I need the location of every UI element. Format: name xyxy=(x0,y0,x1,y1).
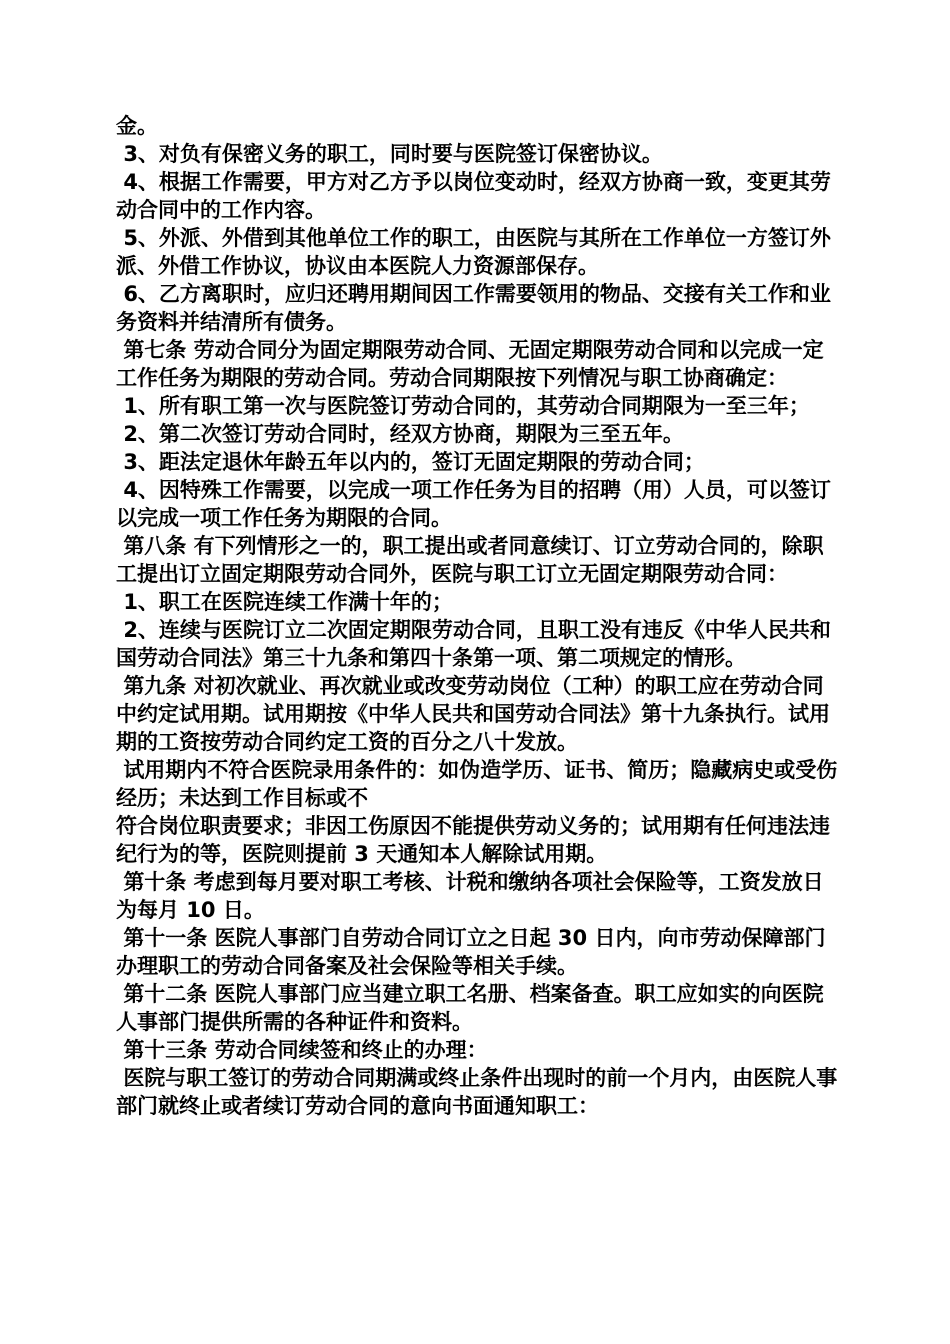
paragraph: 4、根据工作需要，甲方对乙方予以岗位变动时，经双方协商一致，变更其劳动合同中的工作内容。 xyxy=(116,170,831,222)
document-body xyxy=(116,112,838,1120)
paragraph: 1、职工在医院连续工作满十年的； xyxy=(116,590,453,614)
paragraph: 3、对负有保密义务的职工，同时要与医院签订保密协议。 xyxy=(116,142,663,166)
article-nine: 第九条 对初次就业、再次就业或改变劳动岗位（工种）的职工应在劳动合同中约定试用期。试用期按《中华人民共和国劳动合同法》第十九条执行。试用期的工资按劳动合同约定工资的百分之八十发放。 xyxy=(116,674,830,754)
paragraph: 6、乙方离职时，应归还聘用期间因工作需要领用的物品、交接有关工作和业务资料并结清所有债务。 xyxy=(116,282,831,334)
article-eleven: 第十一条 医院人事部门自劳动合同订立之日起 30 日内，向市劳动保障部门办理职工的劳动合同备案及社会保险等相关手续。 xyxy=(116,926,826,978)
article-eight: 第八条 有下列情形之一的，职工提出或者同意续订、订立劳动合同的，除职工提出订立固定期限劳动合同外，医院与职工订立无固定期限劳动合同： xyxy=(116,534,824,586)
paragraph: 5、外派、外借到其他单位工作的职工，由医院与其所在工作单位一方签订外派、外借工作协议，协议由本医院人力资源部保存。 xyxy=(116,226,831,278)
paragraph: 4、因特殊工作需要，以完成一项工作任务为目的招聘（用）人员，可以签订以完成一项工作任务为期限的合同。 xyxy=(116,478,831,530)
article-twelve: 第十二条 医院人事部门应当建立职工名册、档案备查。职工应如实的向医院人事部门提供所需的各种证件和资料。 xyxy=(116,982,824,1034)
paragraph: 3、距法定退休年龄五年以内的，签订无固定期限的劳动合同； xyxy=(116,450,705,474)
paragraph: 符合岗位职责要求；非因工伤原因不能提供劳动义务的；试用期有任何违法违纪行为的等，医院则提前 3 天通知本人解除试用期。 xyxy=(116,814,830,866)
paragraph: 2、第二次签订劳动合同时，经双方协商，期限为三至五年。 xyxy=(116,422,684,446)
paragraph: 金。 xyxy=(116,114,158,138)
paragraph: 试用期内不符合医院录用条件的：如伪造学历、证书、简历；隐藏病史或受伤经历；未达到工作目标或不 xyxy=(116,758,838,810)
paragraph: 2、连续与医院订立二次固定期限劳动合同，且职工没有违反《中华人民共和国劳动合同法》第三十九条和第四十条第一项、第二项规定的情形。 xyxy=(116,618,831,670)
paragraph: 1、所有职工第一次与医院签订劳动合同的，其劳动合同期限为一至三年； xyxy=(116,394,810,418)
article-ten: 第十条 考虑到每月要对职工考核、计税和缴纳各项社会保险等，工资发放日为每月 10 日。 xyxy=(116,870,824,922)
article-thirteen: 第十三条 劳动合同续签和终止的办理： xyxy=(116,1038,488,1062)
paragraph: 医院与职工签订的劳动合同期满或终止条件出现时的前一个月内，由医院人事部门就终止或者续订劳动合同的意向书面通知职工： xyxy=(116,1066,838,1118)
article-seven: 第七条 劳动合同分为固定期限劳动合同、无固定期限劳动合同和以完成一定工作任务为期限的劳动合同。劳动合同期限按下列情况与职工协商确定： xyxy=(116,338,824,390)
